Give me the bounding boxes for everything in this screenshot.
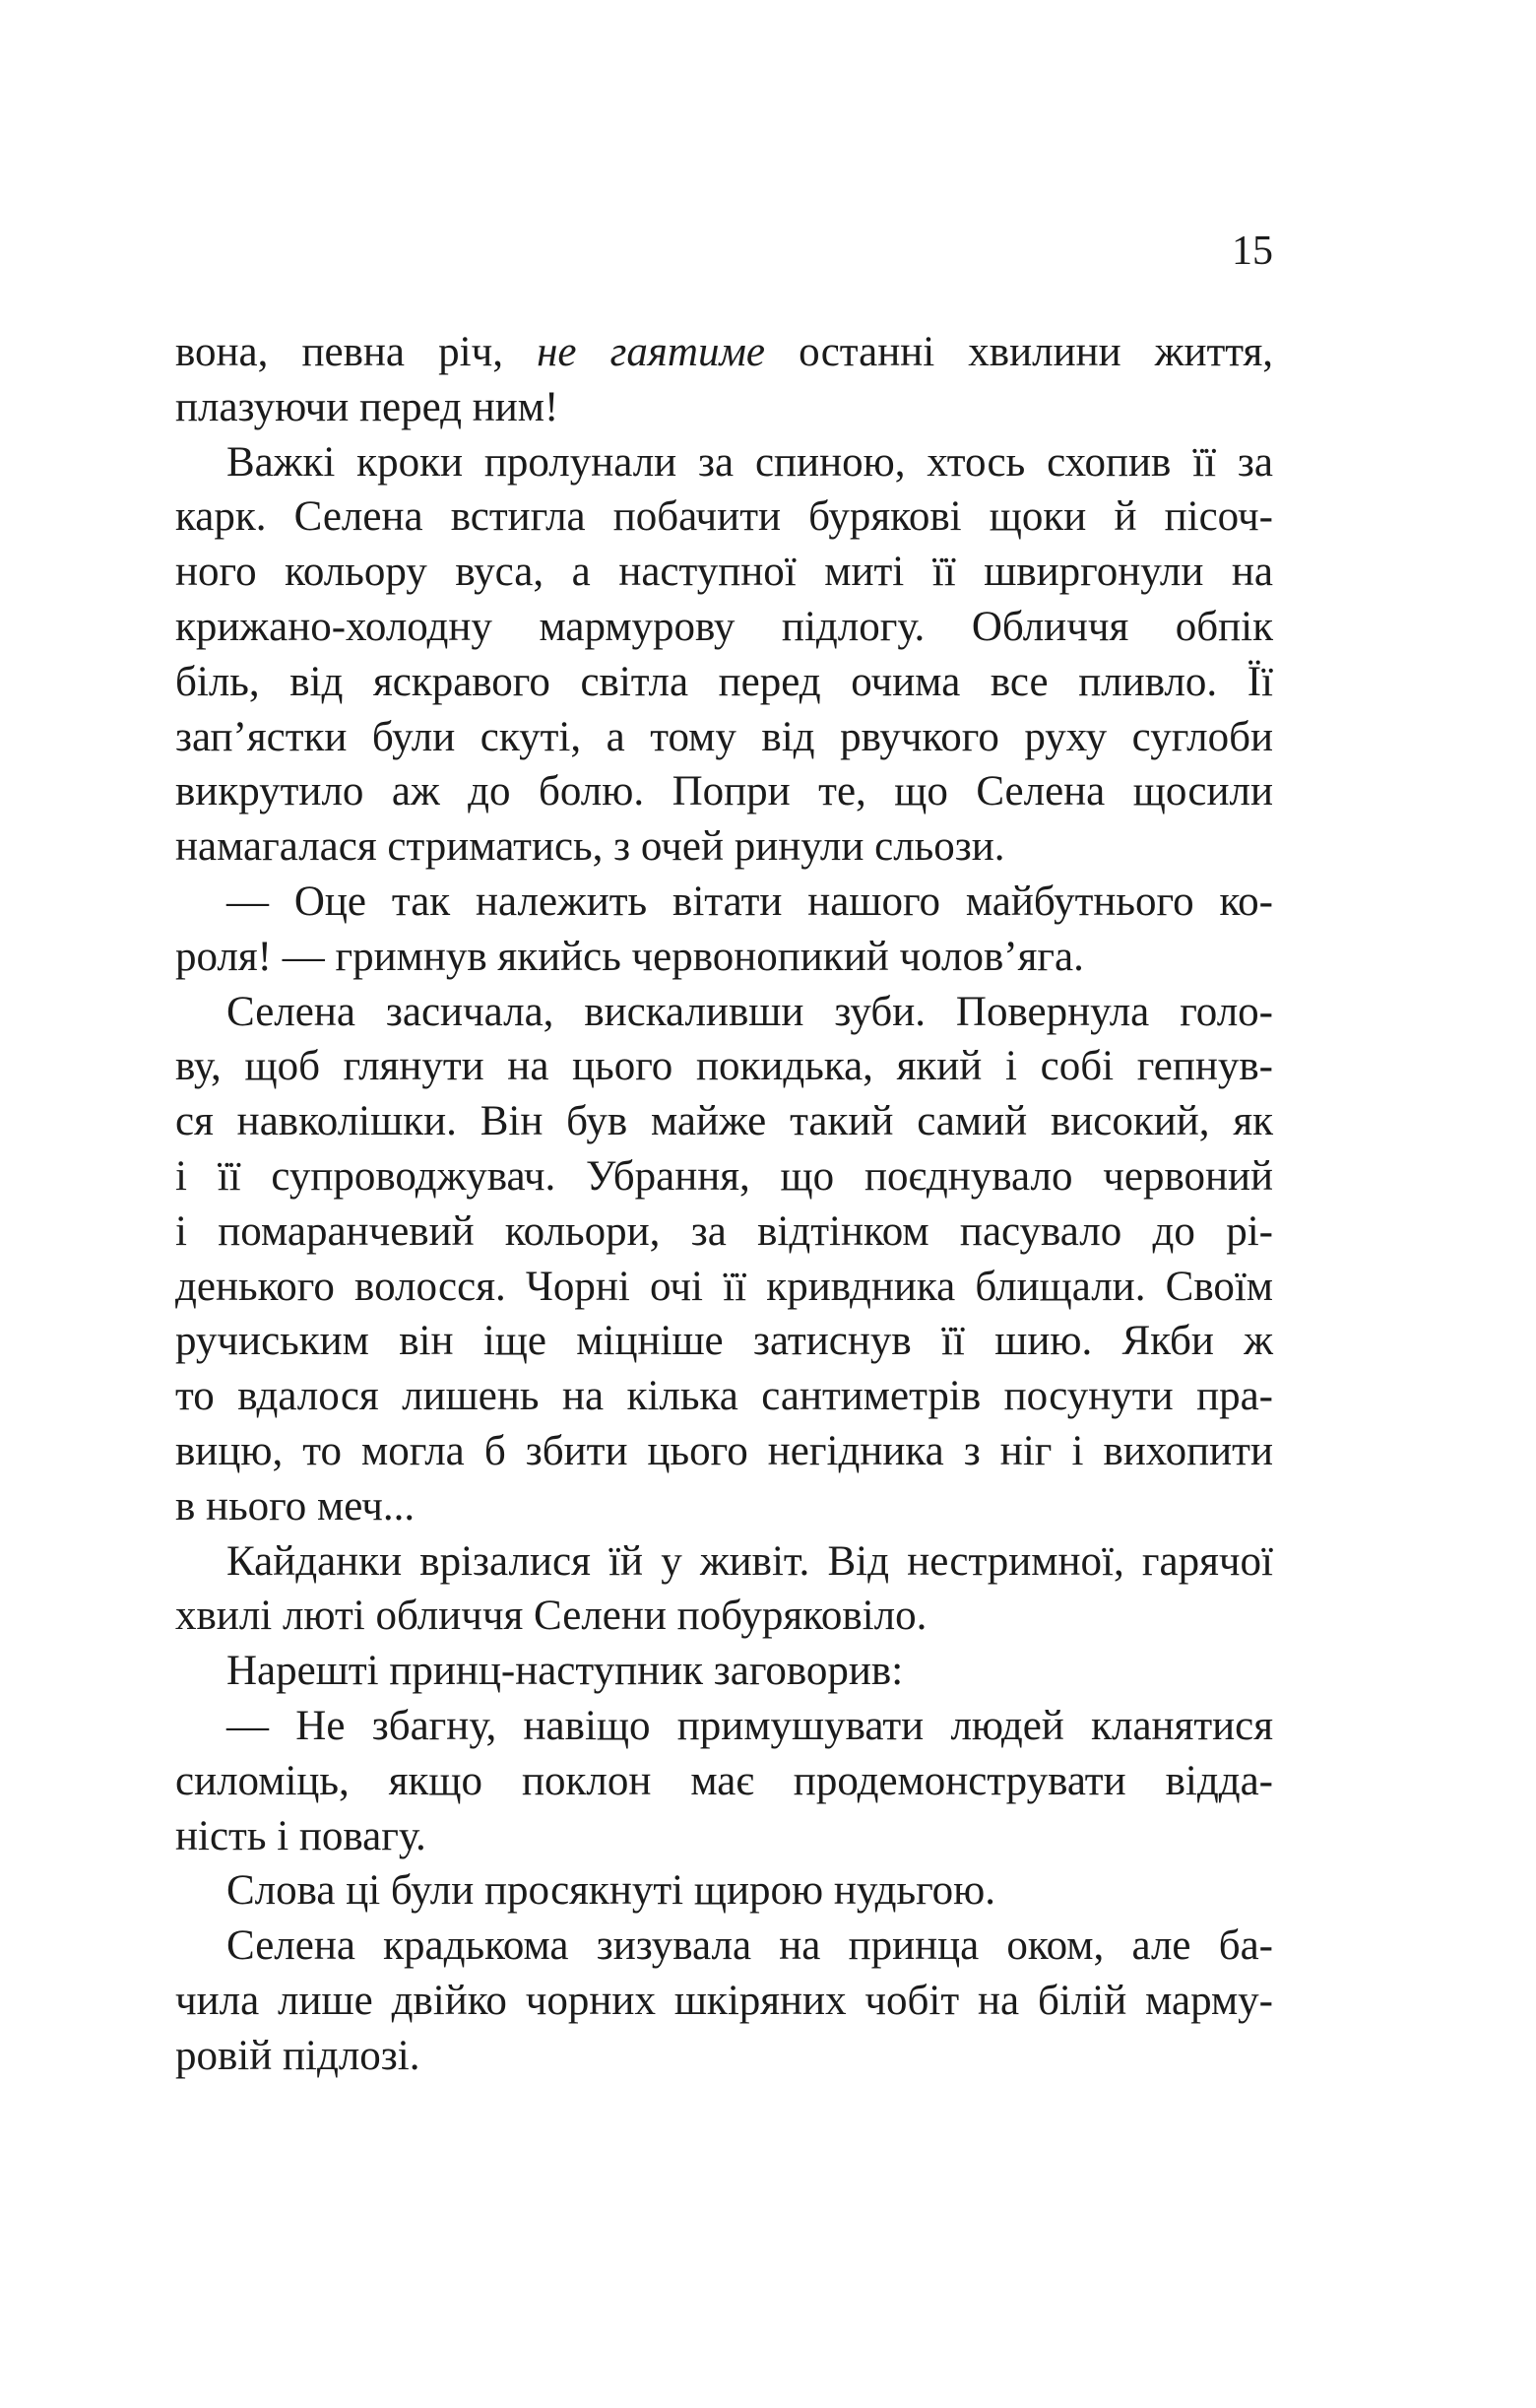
paragraph xyxy=(175,985,1273,1534)
text-line xyxy=(175,985,1273,1040)
text-line xyxy=(175,1204,1273,1260)
text-segment: ровій підлозі. xyxy=(175,2032,420,2079)
text-line xyxy=(175,1479,1273,1534)
text-segment: і помаранчевий кольори, за відтінком пасувало до рі- xyxy=(175,1207,1273,1255)
paragraph xyxy=(175,435,1273,875)
text-segment: карк. Селена встигла побачити бурякові щоки й пісоч- xyxy=(175,493,1273,541)
text-segment: чила лише двійко чорних шкіряних чобіт на білій марму- xyxy=(175,1977,1273,2024)
text-segment: Селена засичала, вискаливши зуби. Повернула голо- xyxy=(226,988,1273,1035)
text-segment: вона, певна річ, xyxy=(175,329,538,375)
text-line xyxy=(175,1644,1273,1699)
text-segment: вицю, то могла б збити цього негідника з ніг і вихопити xyxy=(175,1427,1273,1474)
text-segment: ного кольору вуса, а наступної миті її швиргонули на xyxy=(175,549,1273,596)
text-segment: останні хвилини життя, xyxy=(765,329,1274,375)
text-line xyxy=(175,435,1273,490)
text-segment: Важкі кроки пролунали за спиною, хтось схопив її за xyxy=(226,438,1273,486)
text-line xyxy=(175,764,1273,819)
paragraph xyxy=(175,875,1273,985)
text-segment: плазуючи перед ним! xyxy=(175,383,559,430)
text-segment: ву, щоб глянути на цього покидька, який і собі гепнув- xyxy=(175,1043,1273,1090)
text-line xyxy=(175,1149,1273,1204)
text-line xyxy=(175,930,1273,985)
text-segment: Слова ці були просякнуті щирою нудьгою. xyxy=(226,1867,996,1915)
text-line xyxy=(175,655,1273,710)
text-line xyxy=(175,1424,1273,1479)
text-line xyxy=(175,1809,1273,1864)
text-line xyxy=(175,545,1273,600)
text-segment: в нього меч... xyxy=(175,1482,416,1529)
text-segment: хвилі люті обличчя Селени побуряковіло. xyxy=(175,1593,928,1640)
text-segment: роля! — гримнув якийсь червонопикий чолов’яга. xyxy=(175,933,1084,980)
text-segment: і її супроводжувач. Убрання, що поєднувало червоний xyxy=(175,1152,1273,1200)
text-line xyxy=(175,325,1273,380)
paragraph xyxy=(175,325,1273,435)
text-line xyxy=(175,875,1273,930)
text-segment: Селена крадькома зизувала на принца оком, але ба- xyxy=(226,1922,1273,1970)
text-segment: біль, від яскравого світла перед очима все пливло. Її xyxy=(175,658,1273,705)
text-segment: ся навколішки. Він був майже такий самий високий, як xyxy=(175,1098,1273,1145)
text-line xyxy=(175,380,1273,435)
text-segment: викрутило аж до болю. Попри те, що Селена щосили xyxy=(175,768,1273,815)
text-segment: денького волосся. Чорні очі її кривдника блищали. Своїм xyxy=(175,1263,1273,1310)
text-segment: — Не збагну, навіщо примушувати людей кланятися xyxy=(226,1702,1273,1749)
text-segment: намагалася стриматись, з очей ринули сльози. xyxy=(175,823,1005,871)
paragraph xyxy=(175,1699,1273,1863)
italic-text: не гаятиме xyxy=(537,329,765,375)
text-line xyxy=(175,1863,1273,1919)
text-segment: крижано-холодну мармурову підлогу. Обличчя обпік xyxy=(175,603,1273,650)
text-segment: то вдалося лишень на кілька сантиметрів посунути пра- xyxy=(175,1373,1273,1420)
text-line xyxy=(175,1314,1273,1369)
text-line xyxy=(175,1260,1273,1315)
text-line xyxy=(175,710,1273,765)
page-number: 15 xyxy=(1232,228,1273,274)
text-line xyxy=(175,1589,1273,1644)
text-line xyxy=(175,819,1273,875)
text-line xyxy=(175,600,1273,655)
text-line xyxy=(175,1094,1273,1149)
paragraph xyxy=(175,1644,1273,1699)
text-segment: Кайданки врізалися їй у живіт. Від нестримної, гарячої xyxy=(226,1537,1273,1585)
text-line xyxy=(175,489,1273,545)
text-line xyxy=(175,2029,1273,2084)
text-segment: — Оце так належить вітати нашого майбутнього ко- xyxy=(226,878,1273,925)
text-segment: Нарешті принц-наступник заговорив: xyxy=(226,1648,904,1695)
text-line xyxy=(175,1534,1273,1590)
paragraph xyxy=(175,1919,1273,2083)
paragraph xyxy=(175,1534,1273,1645)
text-line xyxy=(175,1754,1273,1809)
text-segment: ність і повагу. xyxy=(175,1812,426,1859)
text-line xyxy=(175,1919,1273,1974)
text-segment: силоміць, якщо поклон має продемонструвати відда- xyxy=(175,1757,1273,1804)
text-line xyxy=(175,1974,1273,2029)
text-line xyxy=(175,1039,1273,1094)
paragraph xyxy=(175,1863,1273,1919)
text-line xyxy=(175,1699,1273,1754)
text-segment: ручиським він іще міцніше затиснув її шию. Якби ж xyxy=(175,1318,1273,1365)
text-segment: зап’ястки були скуті, а тому від рвучкого руху суглоби xyxy=(175,713,1273,760)
text-block xyxy=(175,325,1273,2084)
text-line xyxy=(175,1369,1273,1424)
